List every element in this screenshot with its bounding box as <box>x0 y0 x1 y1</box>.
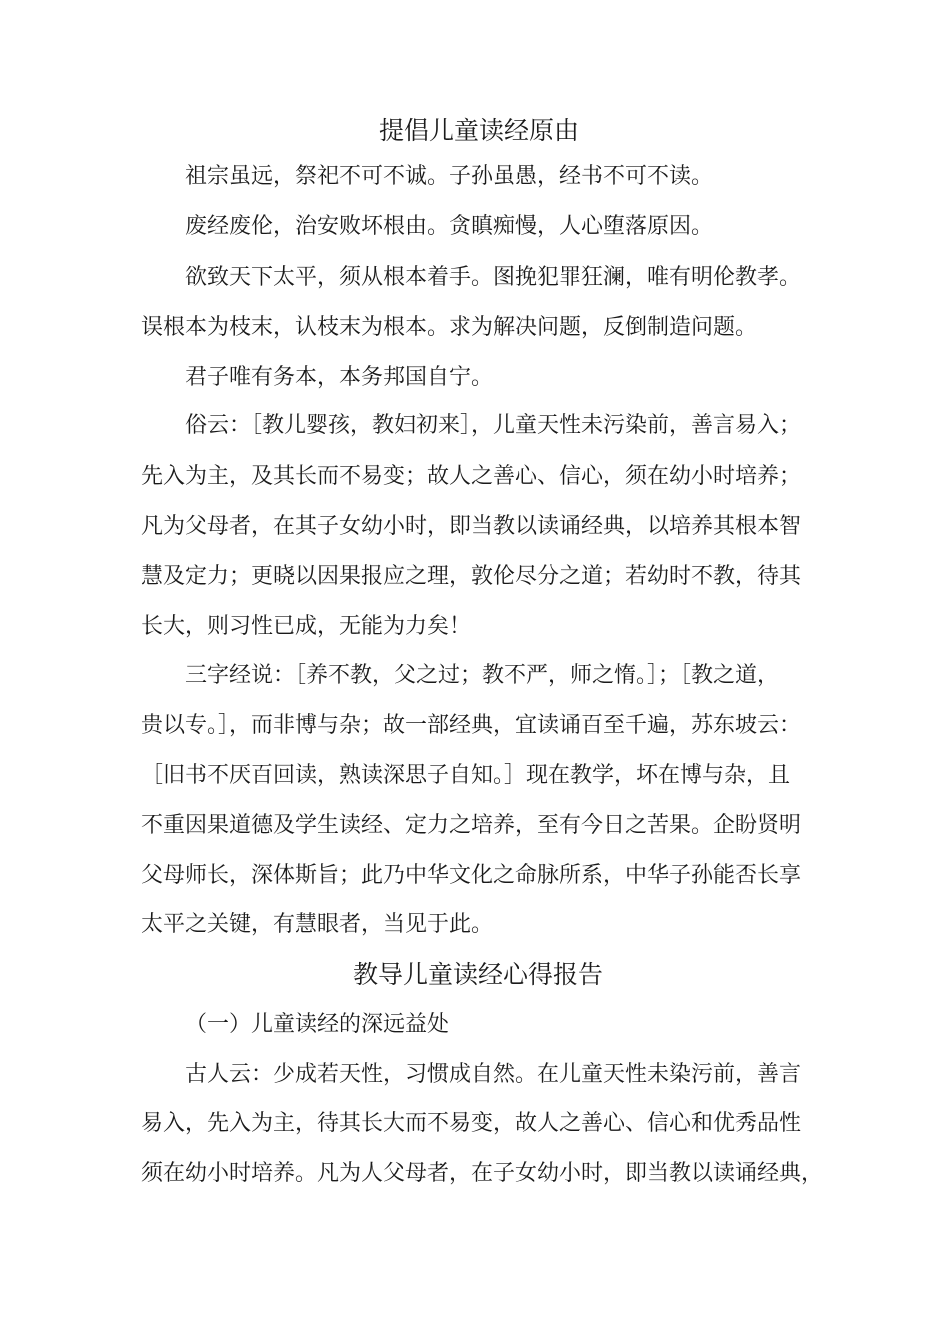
paragraph-line: 古人云：少成若天性，习惯成自然。在儿童天性未染污前，善言 <box>185 1062 802 1087</box>
title-reason: 提倡儿童读经原由 <box>379 116 580 145</box>
paragraph-line: 慧及定力；更晓以因果报应之理，敦伦尽分之道；若幼时不教，待其 <box>141 564 802 589</box>
paragraph-line: 欲致天下太平，须从根本着手。图挽犯罪狂澜，唯有明伦教孝。 <box>185 265 802 290</box>
paragraph-line: 俗云：［教儿婴孩，教妇初来］，儿童天性未污染前，善言易入； <box>185 413 802 438</box>
paragraph-line: 误根本为枝末，认枝末为根本。求为解决问题，反倒制造问题。 <box>141 315 758 340</box>
paragraph-line: 贵以专。］，而非博与杂；故一部经典，宜读诵百至千遍，苏东坡云： <box>141 713 802 738</box>
paragraph-line: 先入为主，及其长而不易变；故人之善心、信心，须在幼小时培养； <box>141 464 802 489</box>
paragraph-line: 废经废伦，治安败坏根由。贪瞋痴慢，人心堕落原因。 <box>185 214 714 239</box>
paragraph-line: 凡为父母者，在其子女幼小时，即当教以读诵经典，以培养其根本智 <box>141 514 802 539</box>
paragraph-line: 长大，则习性已成，无能为力矣！ <box>141 614 472 639</box>
paragraph-line: ［旧书不厌百回读，熟读深思子自知。］现在教学，坏在博与杂，且 <box>141 763 791 788</box>
paragraph-line: 不重因果道德及学生读经、定力之培养，至有今日之苦果。企盼贤明 <box>141 813 802 838</box>
paragraph-line: 须在幼小时培养。凡为人父母者，在子女幼小时，即当教以读诵经典， <box>141 1161 824 1186</box>
paragraph-line: 父母师长，深体斯旨；此乃中华文化之命脉所系，中华子孙能否长享 <box>141 863 802 888</box>
paragraph-line: 君子唯有务本，本务邦国自宁。 <box>185 365 494 390</box>
paragraph-line: 太平之关键，有慧眼者，当见于此。 <box>141 912 494 937</box>
title-report: 教导儿童读经心得报告 <box>353 960 604 989</box>
section-heading: （一）儿童读经的深远益处 <box>185 1012 450 1037</box>
paragraph-line: 三字经说：［养不教，父之过；教不严，师之惰。］；［教之道， <box>185 663 780 688</box>
paragraph-line: 祖宗虽远，祭祀不可不诚。子孙虽愚，经书不可不读。 <box>185 164 714 189</box>
paragraph-line: 易入，先入为主，待其长大而不易变，故人之善心、信心和优秀品性 <box>141 1111 802 1136</box>
